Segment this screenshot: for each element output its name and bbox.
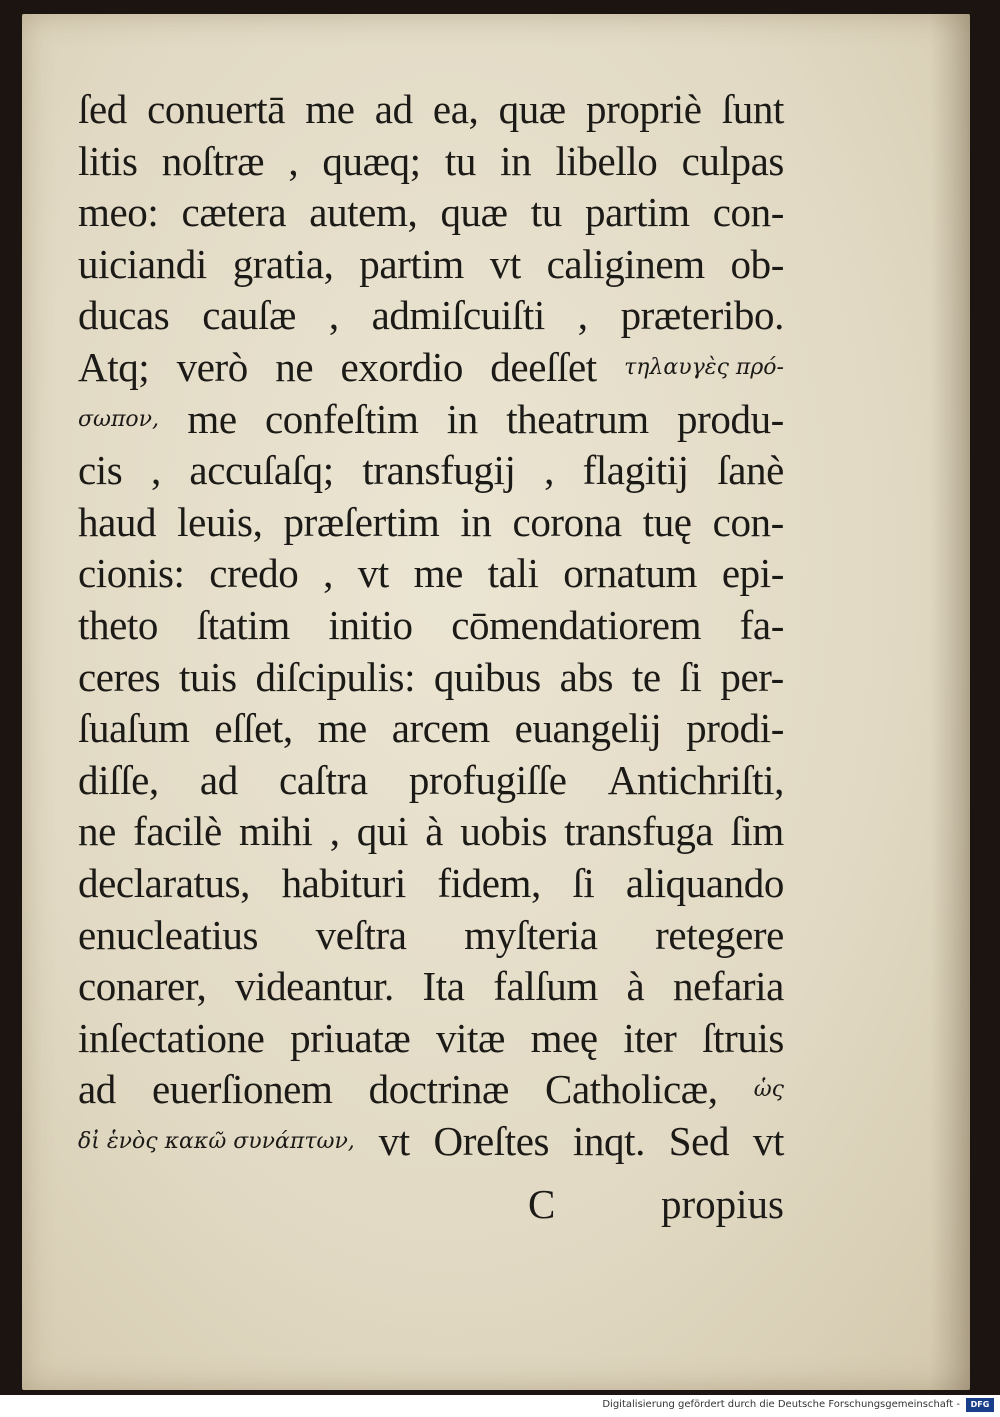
word: produ-	[677, 395, 784, 442]
word: ,	[150, 447, 161, 494]
word: Oreſtes	[433, 1117, 550, 1164]
word: δἰ ἑνὸς κακῶ συνάπτων,	[78, 1128, 355, 1154]
word: præteribo.	[620, 292, 784, 339]
word: uiciandi	[78, 240, 207, 287]
signature-mark: C	[528, 1181, 556, 1227]
word: Antichriſti,	[607, 756, 784, 803]
word: inqt.	[572, 1117, 645, 1164]
word: myſteria	[464, 911, 598, 958]
word: videantur.	[234, 963, 394, 1010]
word: te	[631, 653, 661, 700]
text-line	[78, 652, 784, 704]
text-line	[78, 858, 784, 910]
word: ad	[199, 756, 238, 803]
body-text	[78, 84, 784, 1167]
word: tuis	[179, 653, 237, 700]
word: euangelij	[514, 705, 662, 752]
word: litis	[78, 137, 138, 184]
word: tu	[530, 189, 562, 236]
word: à	[626, 963, 645, 1010]
word: ſtatim	[196, 601, 290, 648]
word: ornatum	[563, 550, 698, 597]
word: conarer,	[78, 963, 207, 1010]
word: verò	[176, 343, 248, 390]
word: mihi	[238, 808, 313, 855]
word: transfuga	[564, 808, 714, 855]
word: falſum	[493, 963, 598, 1010]
text-line	[78, 497, 784, 549]
word: gratia,	[232, 240, 334, 287]
word: ceres	[78, 653, 161, 700]
word: vt	[378, 1117, 410, 1164]
word: vt	[357, 550, 389, 597]
word: σωπον,	[78, 406, 160, 432]
dfg-logo: DFG	[966, 1398, 994, 1412]
text-line	[78, 600, 784, 652]
word: deeſſet	[490, 343, 597, 390]
word: priuatæ	[290, 1014, 411, 1061]
word: me	[305, 86, 355, 132]
word: qui	[356, 808, 408, 855]
word: quæq;	[322, 137, 421, 184]
word: ſi	[572, 859, 595, 906]
word: me	[187, 395, 237, 442]
word: ea,	[432, 86, 479, 132]
footer-credit: Digitalisierung gefördert durch die Deutsche Forschungsgemeinschaft -	[602, 1399, 960, 1410]
text-line	[78, 342, 784, 394]
word: enucleatius	[78, 911, 259, 958]
text-line	[78, 755, 784, 807]
word: ſtruis	[702, 1014, 784, 1061]
text-line	[78, 548, 784, 600]
word: retegere	[655, 911, 784, 958]
word: doctrinæ	[368, 1066, 509, 1113]
word: initio	[328, 601, 413, 648]
text-line	[78, 394, 784, 446]
word: caſtra	[279, 756, 368, 803]
word: iter	[623, 1014, 677, 1061]
word: inſectatione	[78, 1014, 265, 1061]
word: epi-	[721, 550, 784, 597]
word: haud	[78, 498, 157, 545]
word: aliquando	[625, 859, 784, 906]
word: vt	[752, 1117, 784, 1164]
word: vitæ	[435, 1014, 505, 1061]
word: abs	[559, 653, 614, 700]
word: in	[500, 137, 532, 184]
word: ſunt	[721, 86, 784, 132]
word: flagitij	[582, 447, 689, 494]
word: ducas	[78, 292, 170, 339]
digitization-footer	[0, 1395, 1000, 1417]
word: ,	[329, 808, 340, 855]
word: profugiſſe	[408, 756, 567, 803]
word: eſſet,	[214, 705, 293, 752]
word: quæ	[440, 189, 508, 236]
word: ad	[78, 1066, 116, 1113]
word: facilè	[133, 808, 222, 855]
word: ad	[374, 86, 413, 132]
word: libello	[555, 137, 658, 184]
word: caliginem	[546, 240, 705, 287]
word: ſed	[78, 86, 127, 132]
word: cauſæ	[202, 292, 296, 339]
text-line	[78, 445, 784, 497]
word: in	[446, 395, 478, 442]
word: Atq;	[78, 343, 150, 390]
word: ,	[544, 447, 554, 494]
text-line	[78, 1064, 784, 1116]
word: habituri	[281, 859, 406, 906]
word: quæ	[498, 86, 566, 132]
word: meo:	[78, 189, 159, 236]
word: diſcipulis:	[255, 653, 416, 700]
word: ſanè	[717, 447, 784, 494]
word: quibus	[433, 653, 541, 700]
text-line	[78, 910, 784, 962]
text-line	[78, 187, 784, 239]
word: conuertā	[147, 86, 286, 132]
text-line	[78, 84, 784, 136]
text-line	[78, 806, 784, 858]
word: propriè	[585, 86, 702, 132]
word: præſertim	[283, 498, 440, 545]
word: partim	[584, 189, 690, 236]
word: partim	[359, 240, 464, 287]
word: declaratus,	[78, 859, 251, 906]
word: fa-	[739, 601, 784, 648]
word: ,	[323, 550, 333, 597]
word: cætera	[181, 189, 287, 236]
word: cionis:	[78, 550, 185, 597]
word: nefaria	[672, 963, 784, 1010]
word: uobis	[460, 808, 548, 855]
word: ,	[328, 292, 339, 339]
word: ſuaſum	[78, 705, 190, 752]
word: tu	[444, 137, 476, 184]
word: Catholicæ,	[545, 1066, 718, 1113]
word: cis	[78, 447, 123, 494]
text-line	[78, 1013, 784, 1065]
word: theto	[78, 601, 158, 648]
text-line	[78, 703, 784, 755]
word: ne	[275, 343, 314, 390]
word: me	[317, 705, 367, 752]
word: exordio	[340, 343, 463, 390]
word: per-	[720, 653, 784, 700]
word: transfugij	[362, 447, 516, 494]
word: à	[425, 808, 444, 855]
text-line	[78, 290, 784, 342]
word: noſtræ	[161, 137, 265, 184]
word: corona	[512, 498, 622, 545]
text-line	[78, 961, 784, 1013]
word: meę	[530, 1014, 598, 1061]
word: leuis,	[177, 498, 263, 545]
word: ne	[78, 808, 116, 855]
word: tali	[487, 550, 539, 597]
word: accuſaſq;	[189, 447, 334, 494]
word: veſtra	[315, 911, 407, 958]
word: Sed	[668, 1117, 730, 1164]
word: tuę	[642, 498, 692, 545]
word: culpas	[681, 137, 784, 184]
word: ,	[577, 292, 588, 339]
word: diſſe,	[78, 756, 159, 803]
word: ὡς	[753, 1077, 784, 1103]
catchword: propius	[661, 1181, 784, 1227]
text-line	[78, 136, 784, 188]
word: ,	[288, 137, 299, 184]
word: arcem	[391, 705, 490, 752]
page-foot	[78, 1180, 784, 1232]
word: vt	[489, 240, 521, 287]
word: τηλαυγὲς πρό-	[624, 354, 784, 380]
page-gutter-shadow	[930, 14, 970, 1390]
word: fidem,	[437, 859, 541, 906]
word: euerſionem	[152, 1066, 333, 1113]
word: ob-	[730, 240, 784, 287]
word: con-	[712, 189, 784, 236]
word: prodi-	[686, 705, 784, 752]
text-line	[78, 1116, 784, 1168]
word: in	[460, 498, 492, 545]
word: confeſtim	[264, 395, 419, 442]
word: ſi	[679, 653, 702, 700]
text-line	[78, 239, 784, 291]
word: autem,	[309, 189, 418, 236]
word: me	[413, 550, 463, 597]
word: con-	[712, 498, 784, 545]
word: credo	[209, 550, 299, 597]
word: admiſcuiſti	[371, 292, 545, 339]
word: theatrum	[506, 395, 649, 442]
word: Ita	[422, 963, 465, 1010]
word: ſim	[730, 808, 784, 855]
word: cōmendatiorem	[451, 601, 702, 648]
